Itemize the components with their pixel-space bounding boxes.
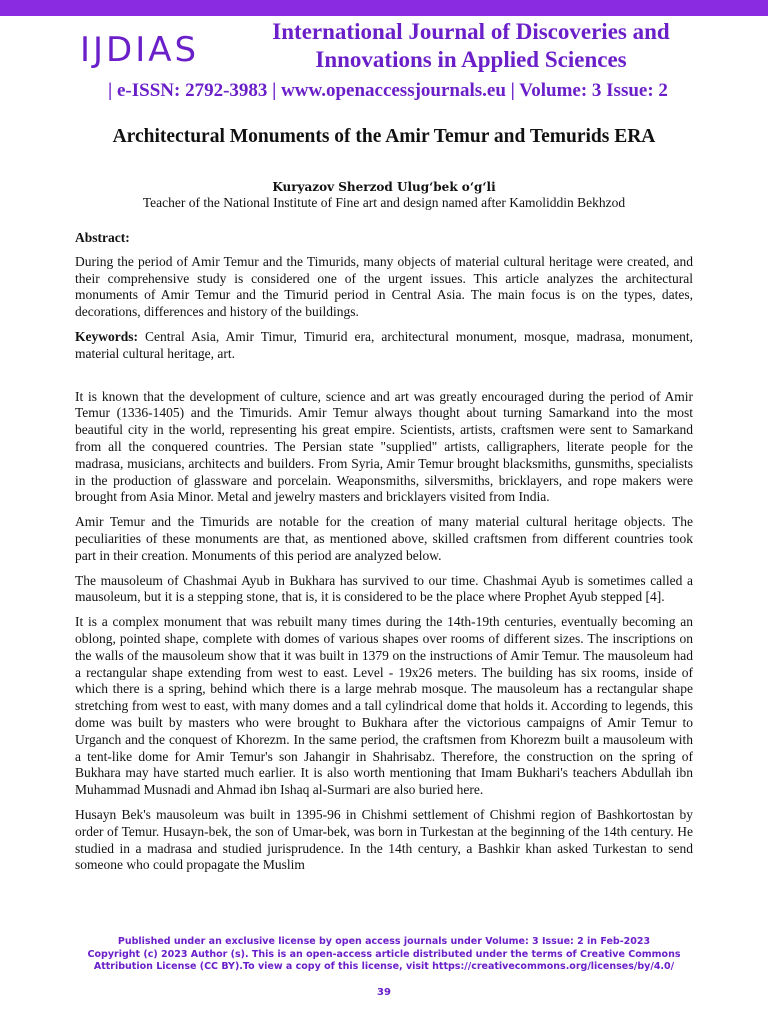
body-paragraph: Husayn Bek's mausoleum was built in 1395-96 in Chishmi settlement of Chishmi region of Bashkortostan by order of Temur. Husayn-bek, the son of Umar-bek, was born in Turkestan at the beginning of the 14th century. He studied in a madrasa and studied jurisprudence. In the 14th century, a Bashkir khan asked Turkestan to send someone who could propagate the Muslim: [75, 806, 693, 873]
body-paragraph: Amir Temur and the Timurids are notable for the creation of many material cultural heritage objects. The peculiarities of these monuments are that, as mentioned above, skilled craftsmen from different countries took part in their creation. Monuments of this period are analyzed below.: [75, 514, 693, 563]
license-footer: [0, 936, 768, 974]
top-accent-bar: [0, 0, 768, 16]
article-title: Architectural Monuments of the Amir Temur and Temurids ERA: [112, 126, 656, 147]
journal-name: [236, 18, 706, 74]
section-gap: [75, 371, 693, 389]
keywords-text: Central Asia, Amir Timur, Timurid era, architectural monument, mosque, madrasa, monument, material cultural heritage, art.: [75, 328, 693, 361]
page-number: 39: [377, 987, 391, 998]
journal-name-line1: International Journal of Discoveries and: [272, 19, 670, 44]
keywords-label: Keywords:: [75, 328, 138, 344]
body-paragraph: It is known that the development of culture, science and art was greatly encouraged during the period of Amir Temur (1336-1405) and the Timurids. Amir Temur always thought about turning Samarkand into the most beautiful city in the world, representing his great empire. Scientists, artists, craftsmen were sent to Samarkand from all the conquered countries. The Persian state "supplied" artists, calligraphers, literate people for the madrasa, musicians, architects and builders. From Syria, Amir Temur brought blacksmiths, gunsmiths, specialists in the production of glassware and porcelain. Weaponsmiths, silversmiths, bricklayers, and rope makers were brought from Asia Minor. Metal and jewelry masters and bricklayers visited from India.: [75, 388, 693, 505]
footer-line2: Copyright (c) 2023 Author (s). This is an open-access article distributed under the terms of Creative Commons: [87, 948, 681, 960]
abstract-text: During the period of Amir Temur and the Timurids, many objects of material cultural heritage were created, and their comprehensive study is considered one of the urgent issues. This article analyzes the architectural monuments of Amir Temur and the Timurid period in Central Asia. The main focus is on the types, dates, decorations, differences and history of the buildings.: [75, 253, 693, 320]
author-name: Kuryazov Sherzod Ulug‘bek o‘g‘li: [272, 180, 496, 194]
author-affiliation: Teacher of the National Institute of Fine art and design named after Kamoliddin Bekhzod: [142, 195, 626, 210]
footer-line1: Published under an exclusive license by open access journals under Volume: 3 Issue: 2 in Feb-2023: [117, 936, 651, 947]
article-body: [75, 230, 693, 874]
body-paragraph: The mausoleum of Chashmai Ayub in Bukhara has survived to our time. Chashmai Ayub is sometimes called a mausoleum, but it is a stepping stone, that is, it is considered to be the place where Prophet Ayub stepped [4].: [75, 572, 693, 605]
journal-name-line2: Innovations in Applied Sciences: [315, 47, 627, 72]
body-paragraph: It is a complex monument that was rebuilt many times during the 14th-19th centuries, eventually becoming an oblong, pointed shape, complete with domes of various shapes over rooms of different sizes. The inscriptions on the walls of the mausoleum show that it was built in 1379 on the instructions of Amir Temur. The mausoleum had a rectangular shape extending from west to east. Level - 19x26 meters. The building has six rooms, inside of which there is a spring, behind which there is a large mehrab mosque. The mausoleum has a rectangular shape stretching from west to east, with many domes and a tall cylindrical dome that holds it. According to legends, this dome was built by masters who were brought to Bukhara after the victorious campaigns of Amir Temur to Urganch and the conquest of Khorezm. In the same period, the craftsmen from Khorezm built a mausoleum with a tent-like dome for Amir Temur's son Jahangir in Shahrisabz. Therefore, the construction on the spring of Bukhara may have started much earlier. It is also worth mentioning that Imam Bukhari's teachers Abdullah ibn Muhammad Musnadi and Ahmad ibn Ishaq al-Surmari are also buried here.: [75, 614, 693, 798]
keywords: [75, 329, 693, 363]
issn-line: | e-ISSN: 2792-3983 | www.openaccessjournals.eu | Volume: 3 Issue: 2: [108, 80, 668, 101]
footer-line3: Attribution License (CC BY).To view a copy of this license, visit https://creativecommons.org/licenses/by/4.0/: [93, 961, 675, 972]
abstract-heading: Abstract:: [75, 230, 130, 245]
journal-logo: IJDIAS: [80, 30, 200, 70]
